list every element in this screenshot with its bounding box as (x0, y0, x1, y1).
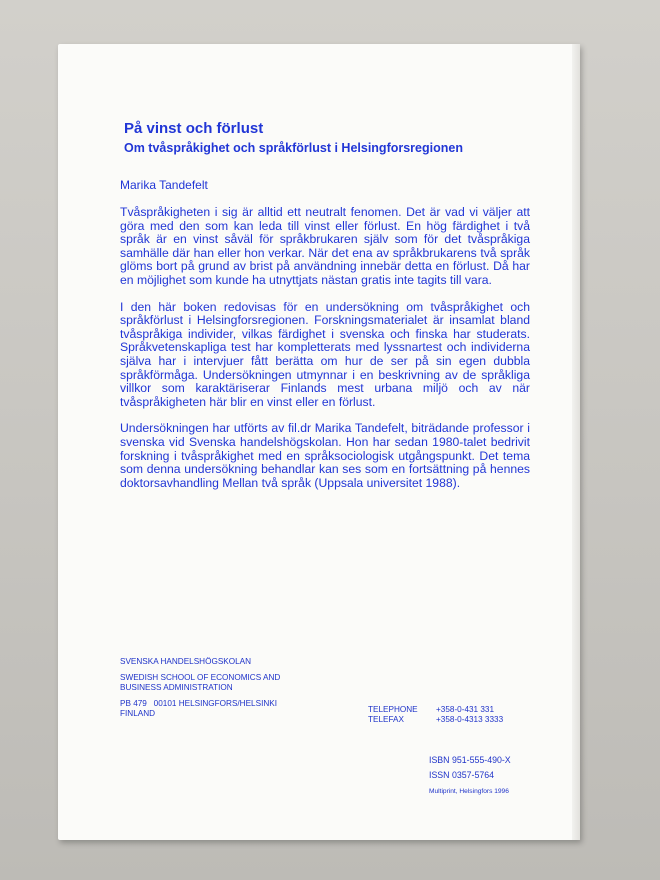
address-line: PB 479 00101 HELSINGFORS/HELSINKI (120, 699, 277, 708)
book-author: Marika Tandefelt (120, 178, 208, 192)
book-title: På vinst och förlust (124, 120, 264, 137)
telephone-label: TELEPHONE (368, 705, 418, 714)
blurb (120, 206, 530, 503)
book-back-cover (58, 44, 580, 840)
blurb-paragraph: I den här boken redovisas för en undersökning om tvåspråkighet och språkförlust i Helsingforsregionen. Forskningsmaterialet är insamlat bland tvåspråkiga individer, vilkas färdighet i svenska och finska har studerats. Språkvetenskapliga test har kompletterats med lyssnartest och individerna själva har i intervjuer fått berätta om hur de ser på sin egen dubbla språkförmåga. Undersökningen utmynnar i en beskrivning av de språkliga villkor som karaktäriserar Finlands mest urbana miljö och av när tvåspråkigheten här blir en vinst eller en förlust. (120, 299, 530, 409)
telefax-row (368, 715, 503, 725)
contact-block (368, 705, 503, 725)
identifiers (429, 753, 511, 783)
page-edge (572, 44, 580, 840)
publisher-name-en-line: SWEDISH SCHOOL OF ECONOMICS AND (120, 673, 281, 682)
blurb-paragraph: Undersökningen har utförts av fil.dr Marika Tandefelt, biträdande professor i svenska vid Svenska handelshögskolan. Hon har sedan 1980-talet bedrivit forskning i tvåspråkighet med en språksociologisk utgångspunkt. Det tema som denna undersökning behandlar kan ses som en fortsättning på hennes doktorsavhandling Mellan två språk (Uppsala universitet 1988). (120, 421, 530, 490)
telefax-label: TELEFAX (368, 715, 404, 724)
blurb-paragraph: Tvåspråkigheten i sig är alltid ett neutralt fenomen. Det är vad vi väljer att göra med den som kan leda till vinst eller förlust. En hög färdighet i två språk är en vinst såväl för språkbrukaren själv som för det tvåspråkiga samhälle där han eller hon verkar. När det ena av språkbrukarens två språk glöms bort på grund av brist på användning innebär detta en förlust. Då har en möjlighet som kunde ha utnyttjats nästan gratis inte tagits till vara. (120, 205, 530, 287)
telephone-row (368, 705, 503, 715)
publisher-name-sv: SVENSKA HANDELSHÖGSKOLAN (120, 657, 252, 666)
book-subtitle: Om tvåspråkighet och språkförlust i Helsingforsregionen (124, 141, 463, 155)
telefax-number: +358-0-4313 3333 (436, 715, 504, 724)
printer-credit: Multiprint, Helsingfors 1996 (429, 788, 509, 795)
issn: ISSN 0357-5764 (429, 770, 495, 780)
publisher-name-en-line: BUSINESS ADMINISTRATION (120, 683, 233, 692)
address-line: FINLAND (120, 709, 156, 718)
publisher-name-en (120, 673, 540, 693)
telephone-number: +358-0-431 331 (436, 705, 495, 714)
isbn: ISBN 951-555-490-X (429, 755, 511, 765)
